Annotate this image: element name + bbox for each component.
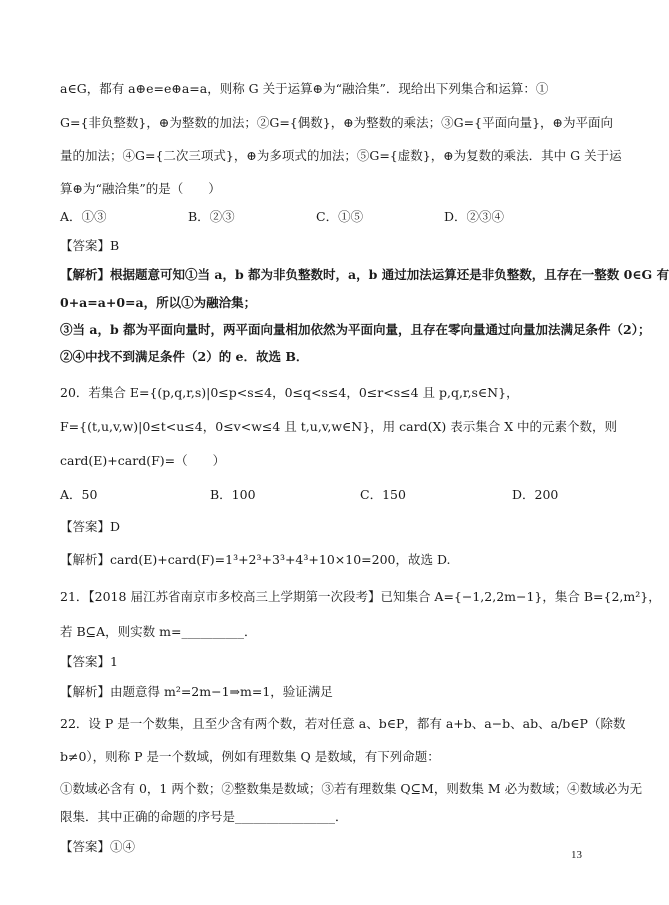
q22-line-1: 22．设 P 是一个数集，且至少含有两个数，若对任意 a、b∈P，都有 a+b、a−b、ab、a/b∈P（除数: [60, 716, 626, 731]
q19-line-2: G={非负整数}，⊕为整数的加法；②G={偶数}，⊕为整数的乘法；③G={平面向量}，⊕为平面向: [60, 115, 614, 130]
q21-analysis: 【解析】由题意得 m²=2m−1⇒m=1，验证满足: [60, 684, 333, 699]
q19-line-1: a∈G，都有 a⊕e=e⊕a=a，则称 G 关于运算⊕为“融洽集”．现给出下列集合和运算：①: [60, 81, 549, 96]
q19-option-c: C．①⑤: [316, 209, 364, 224]
q20-option-d: D．200: [512, 487, 559, 502]
q22-answer: 【答案】①④: [60, 839, 136, 854]
q22-line-2: b≠0），则称 P 是一个数域，例如有理数集 Q 是数域，有下列命题：: [60, 749, 440, 764]
q19-answer: 【答案】B: [60, 238, 120, 253]
q22-line-4: 限集．其中正确的命题的序号是________________．: [60, 809, 348, 824]
q19-option-d: D．②③④: [444, 209, 505, 224]
q20-answer: 【答案】D: [60, 519, 121, 534]
q20-option-a: A．50: [60, 487, 98, 502]
q21-line-1: 21．【2018 届江苏省南京市多校高三上学期第一次段考】已知集合 A={−1,2,2m−1}，集合 B={2,m²}，: [60, 589, 661, 604]
q20-line-2: F={(t,u,v,w)|0≤t<u≤4，0≤v<w≤4 且 t,u,v,w∈N}，用 card(X) 表示集合 X 中的元素个数，则: [60, 419, 618, 434]
q19-option-a: A．①③: [60, 209, 107, 224]
q22-line-3: ①数域必含有 0，1 两个数；②整数集是数域；③若有理数集 Q⊆M，则数集 M 必为数域；④数域必为无: [60, 781, 643, 796]
q19-analysis-1: 【解析】根据题意可知①当 a，b 都为非负整数时，a，b 通过加法运算还是非负整数，且存在一整数 0∈G 有: [60, 267, 669, 282]
q21-line-2: 若 B⊆A，则实数 m=__________．: [60, 624, 257, 639]
q21-answer: 【答案】1: [60, 654, 118, 669]
q20-option-c: C．150: [360, 487, 406, 502]
q19-line-4: 算⊕为“融洽集”的是（ ）: [60, 181, 221, 196]
q19-analysis-3: ③当 a，b 都为平面向量时，两平面向量相加依然为平面向量，且存在零向量通过向量加法满足条件（2）；: [60, 322, 651, 337]
q19-analysis-2: 0+a=a+0=a，所以①为融洽集；: [60, 295, 257, 310]
q19-line-3: 量的加法；④G={二次三项式}，⊕为多项式的加法；⑤G={虚数}，⊕为复数的乘法．其中 G 关于运: [60, 148, 622, 163]
q20-analysis: 【解析】card(E)+card(F)=1³+2³+3³+4³+10×10=200，故选 D.: [60, 552, 451, 567]
q20-option-b: B．100: [210, 487, 256, 502]
q19-analysis-4: ②④中找不到满足条件（2）的 e．故选 B．: [60, 349, 309, 364]
page-number: 13: [571, 849, 582, 861]
q19-option-b: B．②③: [188, 209, 235, 224]
q20-line-3: card(E)+card(F)=（ ）: [60, 453, 226, 468]
q20-line-1: 20．若集合 E={(p,q,r,s)|0≤p<s≤4，0≤q<s≤4，0≤r<s≤4 且 p,q,r,s∈N}，: [60, 385, 519, 400]
